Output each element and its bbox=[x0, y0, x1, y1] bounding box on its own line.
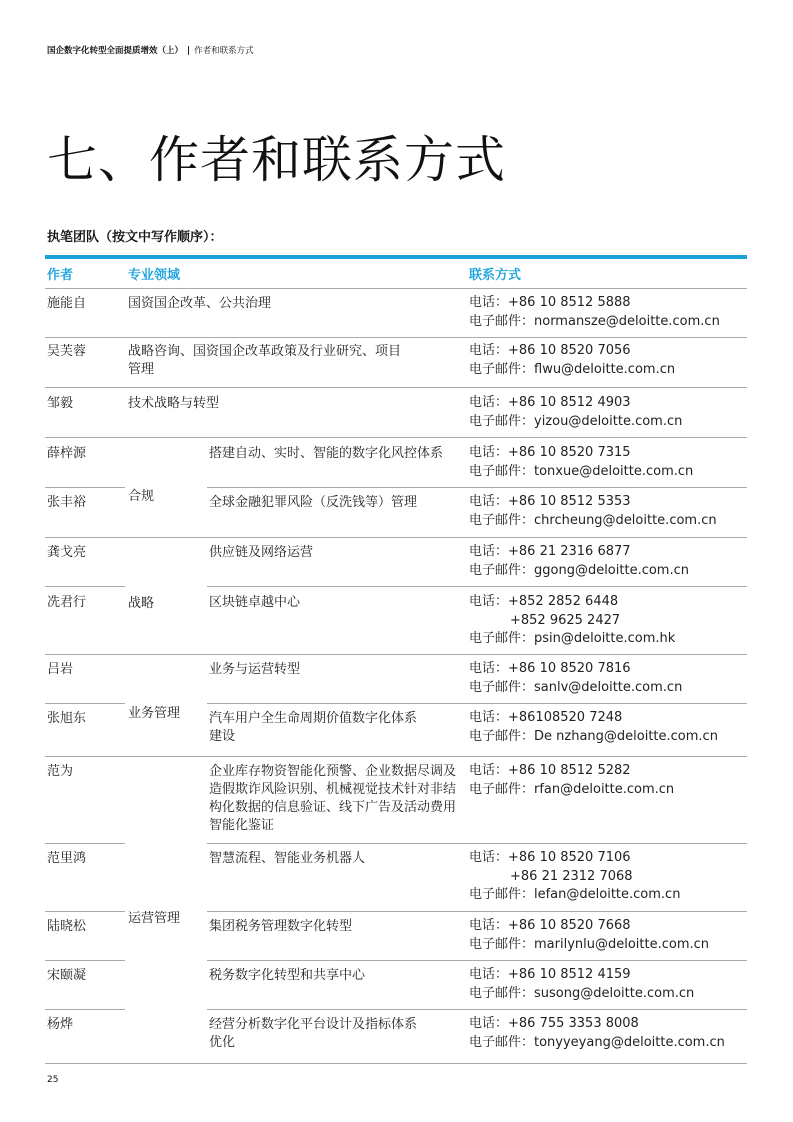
row-divider bbox=[207, 843, 747, 844]
phone: 电话：+86 10 8512 4903 bbox=[469, 395, 631, 410]
phone: 电话：+86 755 3353 8008 bbox=[469, 1016, 639, 1031]
header-section: 作者和联系方式 bbox=[194, 46, 254, 56]
row-divider bbox=[45, 654, 747, 655]
phone: 电话：+86 10 8512 5353 bbox=[469, 494, 631, 509]
row-divider bbox=[45, 586, 125, 587]
group-label-business-mgmt: 业务管理 bbox=[128, 706, 181, 721]
contact-info bbox=[469, 493, 717, 530]
author-name: 冼君行 bbox=[47, 595, 87, 610]
phone: 电话：+86 10 8520 7816 bbox=[469, 661, 631, 676]
author-name: 龚戈亮 bbox=[47, 545, 87, 560]
phone: 电话：+86 10 8512 5888 bbox=[469, 295, 631, 310]
author-name: 薛梓源 bbox=[47, 446, 87, 461]
running-header bbox=[47, 44, 254, 56]
team-subtitle: 执笔团队（按文中写作顺序）： bbox=[47, 230, 223, 245]
header-doc-title: 国企数字化转型全面提质增效（上） bbox=[47, 46, 184, 56]
expertise-field: 全球金融犯罪风险（反洗钱等）管理 bbox=[209, 495, 418, 510]
group-label-operations-mgmt: 运营管理 bbox=[128, 911, 181, 926]
contact-info bbox=[469, 917, 709, 954]
contact-info bbox=[469, 966, 694, 1003]
phone: 电话：+86108520 7248 bbox=[469, 710, 623, 725]
contact-info bbox=[469, 593, 675, 649]
col-header-field: 专业领域 bbox=[128, 268, 181, 283]
author-name: 吴芙蓉 bbox=[47, 344, 87, 359]
email: 电子邮件：sanlv@deloitte.com.cn bbox=[469, 679, 683, 695]
email: 电子邮件：tonyyeyang@deloitte.com.cn bbox=[469, 1034, 725, 1050]
contact-info bbox=[469, 849, 680, 905]
row-divider bbox=[207, 960, 747, 961]
phone: 电话：+86 10 8520 7315 bbox=[469, 445, 631, 460]
row-divider bbox=[45, 487, 125, 488]
author-name: 杨烨 bbox=[47, 1017, 74, 1032]
contact-info bbox=[469, 709, 718, 746]
row-divider bbox=[45, 703, 125, 704]
author-name: 范里鸿 bbox=[47, 851, 87, 866]
author-name: 张丰裕 bbox=[47, 495, 87, 510]
row-divider bbox=[45, 288, 747, 289]
table-top-rule bbox=[45, 255, 747, 259]
row-divider bbox=[45, 337, 747, 338]
contact-info bbox=[469, 1015, 725, 1052]
expertise-field: 国资国企改革、公共治理 bbox=[128, 296, 272, 311]
email: 电子邮件：normansze@deloitte.com.cn bbox=[469, 313, 720, 329]
contact-info bbox=[469, 394, 682, 431]
contact-info bbox=[469, 543, 689, 580]
author-name: 吕岩 bbox=[47, 662, 74, 677]
col-header-author: 作者 bbox=[47, 268, 74, 283]
email: 电子邮件：psin@deloitte.com.hk bbox=[469, 631, 676, 646]
expertise-field: 战略咨询、国资国企改革政策及行业研究、项目管理 bbox=[128, 344, 402, 377]
expertise-field: 汽车用户全生命周期价值数字化体系建设 bbox=[209, 711, 418, 744]
expertise-field: 税务数字化转型和共享中心 bbox=[209, 968, 366, 983]
row-divider bbox=[45, 756, 747, 757]
expertise-field: 技术战略与转型 bbox=[128, 396, 220, 411]
expertise-field: 业务与运营转型 bbox=[209, 662, 301, 677]
row-divider bbox=[207, 1009, 747, 1010]
row-divider bbox=[45, 911, 125, 912]
author-name: 宋颐凝 bbox=[47, 968, 87, 983]
phone-secondary: +86 21 2312 7068 bbox=[510, 868, 633, 884]
row-divider bbox=[45, 437, 747, 438]
author-name: 邹毅 bbox=[47, 396, 74, 411]
contact-info bbox=[469, 660, 682, 697]
email: 电子邮件：flwu@deloitte.com.cn bbox=[469, 361, 676, 377]
page-title: 七、作者和联系方式 bbox=[47, 131, 506, 189]
author-name: 范为 bbox=[47, 764, 74, 779]
expertise-field: 经营分析数字化平台设计及指标体系优化 bbox=[209, 1017, 418, 1050]
email: 电子邮件：marilynlu@deloitte.com.cn bbox=[469, 936, 710, 952]
group-label-strategy: 战略 bbox=[128, 596, 155, 611]
author-name: 陆晓松 bbox=[47, 919, 87, 934]
author-name: 张旭东 bbox=[47, 711, 87, 726]
expertise-field: 智慧流程、智能业务机器人 bbox=[209, 851, 366, 866]
email: 电子邮件：yizou@deloitte.com.cn bbox=[469, 413, 683, 429]
expertise-field: 集团税务管理数字化转型 bbox=[209, 919, 353, 934]
email: 电子邮件：chrcheung@deloitte.com.cn bbox=[469, 512, 717, 528]
phone: 电话：+86 10 8520 7668 bbox=[469, 918, 631, 933]
phone: 电话：+86 10 8512 4159 bbox=[469, 967, 631, 982]
email: 电子邮件：rfan@deloitte.com.cn bbox=[469, 781, 675, 797]
table-bottom-rule bbox=[45, 1063, 747, 1064]
phone: 电话：+86 10 8520 7106 bbox=[469, 850, 631, 865]
phone-secondary: +852 9625 2427 bbox=[510, 612, 621, 628]
row-divider bbox=[45, 960, 125, 961]
phone: 电话：+86 21 2316 6877 bbox=[469, 544, 631, 559]
email: 电子邮件：susong@deloitte.com.cn bbox=[469, 985, 695, 1001]
row-divider bbox=[45, 387, 747, 388]
email: 电子邮件：tonxue@deloitte.com.cn bbox=[469, 463, 694, 479]
header-separator: | bbox=[187, 46, 191, 56]
email: 电子邮件：ggong@deloitte.com.cn bbox=[469, 562, 689, 578]
phone: 电话：+852 2852 6448 bbox=[469, 594, 619, 609]
contact-info bbox=[469, 762, 674, 799]
group-label-compliance: 合规 bbox=[128, 489, 155, 504]
expertise-field: 区块链卓越中心 bbox=[209, 595, 301, 610]
row-divider bbox=[207, 487, 747, 488]
author-name: 施能自 bbox=[47, 296, 87, 311]
contact-info bbox=[469, 294, 720, 331]
expertise-field: 企业库存物资智能化预警、企业数据尽调及造假欺诈风险识别、机械视觉技术针对非结构化数据的信息验证、线下广告及活动费用智能化鉴证 bbox=[209, 764, 457, 833]
row-divider bbox=[45, 537, 747, 538]
phone: 电话：+86 10 8520 7056 bbox=[469, 343, 631, 358]
row-divider bbox=[45, 843, 125, 844]
email: 电子邮件：De nzhang@deloitte.com.cn bbox=[469, 728, 718, 744]
row-divider bbox=[45, 1009, 125, 1010]
row-divider bbox=[207, 911, 747, 912]
contact-info bbox=[469, 444, 693, 481]
col-header-contact: 联系方式 bbox=[469, 268, 522, 283]
phone: 电话：+86 10 8512 5282 bbox=[469, 763, 631, 778]
row-divider bbox=[207, 703, 747, 704]
email: 电子邮件：lefan@deloitte.com.cn bbox=[469, 887, 681, 902]
expertise-field: 供应链及网络运营 bbox=[209, 545, 314, 560]
row-divider bbox=[207, 586, 747, 587]
contact-info bbox=[469, 342, 675, 379]
page-number: 25 bbox=[47, 1075, 59, 1085]
expertise-field: 搭建自动、实时、智能的数字化风控体系 bbox=[209, 446, 444, 461]
